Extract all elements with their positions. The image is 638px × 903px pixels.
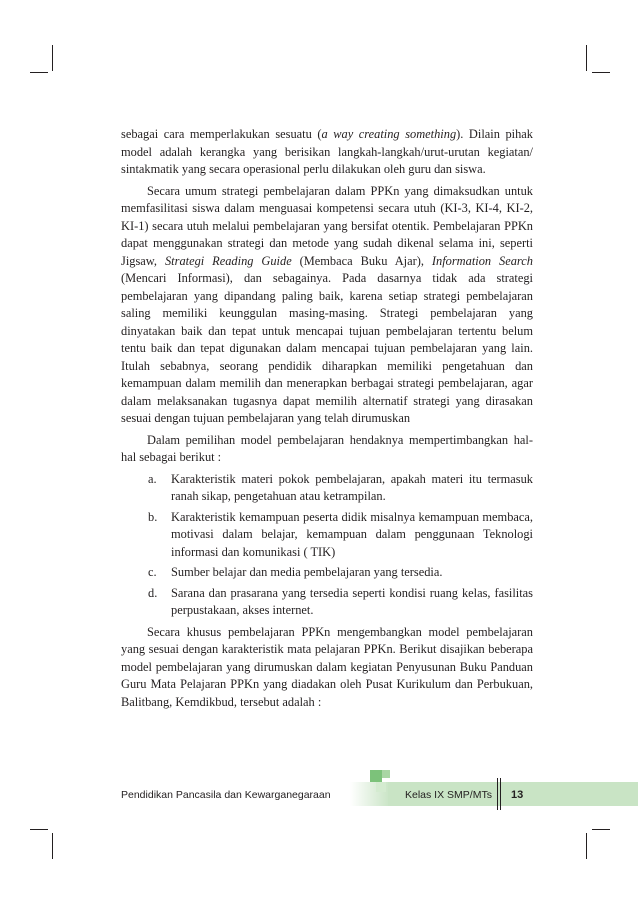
- text-run: (Mencari Informasi), dan sebagainya. Pada dasarnya tidak ada strategi pembelajaran yang dipandang paling baik, karena setiap strategi pembelajaran saling memiliki keunggulan masing-masing. Strategi pembelajaran yang dinyatakan baik dan tepat untuk mencapai tujuan pembelajaran tertentu belum tentu baik dan tepat digunakan dalam mencapai tujuan pembelajaran yang lain. Itulah sebabnya, seorang pendidik diharapkan memiliki pengetahuan dan kemampuan dalam memilih dan menerapkan berbagai strategi pembelajaran, agar dalam melaksanakan tugasnya dapat memilih alternatif strategi yang dirasakan sesuai dengan tujuan pembelajaran yang telah dirumuskan: [121, 271, 533, 425]
- list-marker: b.: [148, 509, 158, 524]
- italic-term: a way creating something: [321, 127, 457, 141]
- text-run: ). Dilain pihak model adalah kerangka yang berisikan langkah-langkah/urut-urutan kegiatan/ sintakmatik yang secara operasional perlu dilakukan oleh guru dan siswa.: [121, 127, 534, 176]
- text-run: (Membaca Buku Ajar),: [291, 253, 432, 268]
- list-item-text: Sarana dan prasarana yang tersedia seperti kondisi ruang kelas, fasilitas perpustakaan, akses internet.: [171, 585, 533, 617]
- crop-mark-top-left-h: [30, 72, 48, 73]
- list-marker: c.: [148, 565, 157, 579]
- footer-square-2: [382, 770, 390, 778]
- criteria-item: [121, 509, 533, 562]
- text-run: sebagai cara memperlakukan sesuatu (: [121, 127, 322, 141]
- page-number: 13: [511, 789, 524, 801]
- text-run: Dalam pemilihan model pembelajaran hendaknya mempertimbangkan hal-hal sebagai berikut :: [121, 432, 533, 464]
- criteria-item: [121, 471, 533, 506]
- criteria-item: [121, 585, 533, 620]
- list-item-text: Sumber belajar dan media pembelajaran yang tersedia.: [171, 565, 443, 579]
- text-run: Secara umum strategi pembelajaran dalam PPKn yang dimaksudkan untuk memfasilitasi siswa dalam menguasai kompetensi secara utuh (KI-3, KI-4, KI-2, KI-1) secara utuh melalui pembelajaran yang bersifat otentik. Pembelajaran PPKn dapat menggunakan strategi dan metode yang sudah dikenal selama ini, seperti Jigsaw,: [121, 183, 533, 268]
- body-paragraphs: [121, 126, 533, 467]
- list-marker: d.: [148, 585, 158, 600]
- body-paragraph: [121, 183, 533, 428]
- footer-square-3: [376, 782, 386, 792]
- italic-term: Information Search: [431, 253, 533, 268]
- crop-mark-bottom-right-v: [586, 833, 587, 859]
- closing-paragraph: Secara khusus pembelajaran PPKn mengembangkan model pembelajaran yang sesuai dengan karakteristik mata pelajaran PPKn. Berikut disajikan beberapa model pembelajaran yang dirumuskan dalam kegiatan Penyusunan Buku Panduan Guru Mata Pelajaran PPKn yang diadakan oleh Pusat Kurikulum dan Perbukuan, Balitbang, Kemdikbud, tersebut adalah :: [121, 624, 533, 709]
- italic-term: Strategi Reading Guide: [164, 253, 292, 268]
- criteria-item: [121, 564, 533, 582]
- list-marker: a.: [148, 471, 157, 486]
- page-footer: [0, 764, 638, 812]
- footer-separator-2: [500, 778, 501, 810]
- footer-separator-1: [497, 778, 498, 810]
- crop-mark-top-right-v: [586, 45, 587, 71]
- list-item-text: Karakteristik materi pokok pembelajaran, apakah materi itu termasuk ranah sikap, pengetahuan atau ketrampilan.: [171, 471, 533, 503]
- criteria-list: [121, 471, 533, 620]
- crop-mark-bottom-right-h: [592, 829, 610, 830]
- footer-class-label: Kelas IX SMP/MTs: [405, 789, 492, 801]
- footer-square-1: [370, 770, 382, 782]
- crop-mark-bottom-left-h: [30, 829, 48, 830]
- crop-mark-bottom-left-v: [52, 833, 53, 859]
- footer-book-title: Pendidikan Pancasila dan Kewarganegaraan: [121, 789, 331, 801]
- body-paragraph: [121, 126, 533, 179]
- list-item-text: Karakteristik kemampuan peserta didik misalnya kemampuan membaca, motivasi dalam belajar, kemampuan dalam penggunaan Teknologi informasi dan komunikasi ( TIK): [171, 509, 533, 559]
- body-paragraph: [121, 432, 533, 467]
- crop-mark-top-right-h: [592, 72, 610, 73]
- page-body: [121, 126, 533, 711]
- crop-mark-top-left-v: [52, 45, 53, 71]
